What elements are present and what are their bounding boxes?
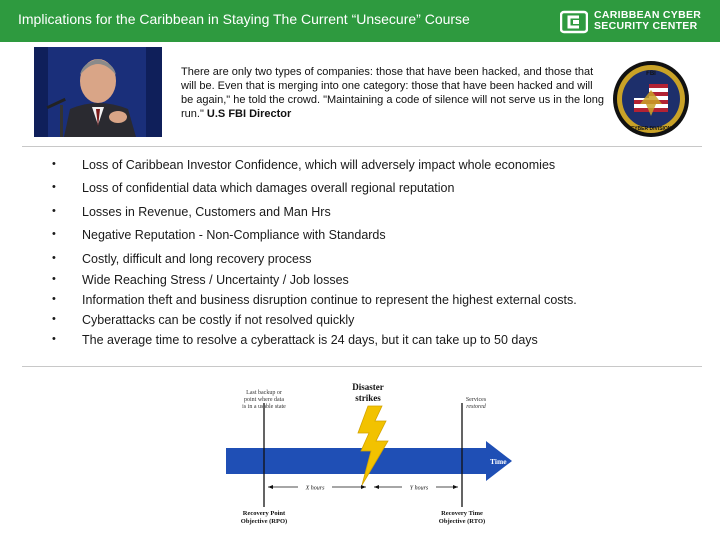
disaster-label-line1: Disaster	[352, 382, 384, 392]
y-hours-label: Y hours	[409, 485, 429, 492]
divider-top	[22, 146, 702, 147]
cyber-center-logo-icon	[560, 10, 588, 34]
x-hours-label: X hours	[305, 485, 325, 492]
seal-top-text: FBI	[646, 71, 656, 77]
brand-logo	[560, 9, 718, 35]
rpo-label-line2: Objective (RPO)	[240, 518, 288, 525]
fbi-cyber-division-seal-icon	[612, 60, 690, 138]
title-bar	[0, 0, 720, 42]
quote-attribution: U.S FBI Director	[206, 108, 292, 120]
rto-label-line2: Objective (RTO)	[438, 518, 486, 525]
disaster-label-line2: strikes	[355, 393, 381, 403]
backup-label-line2: point where data	[244, 397, 284, 403]
rpo-label-line1: Recovery Point	[242, 510, 286, 517]
backup-label-line3: is in a usable state	[242, 404, 286, 410]
services-label-line2: restored	[466, 404, 486, 410]
slide-title: Implications for the Caribbean in Staying The Current “Unsecure” Course	[18, 11, 470, 27]
quote-text: There are only two types of companies: those that have been hacked, and those that will be. Even that is merging into one category: those that have been hacked and will be again," he told the crowd. "Maintaining a code of silence will not serve us in the long run."	[181, 66, 605, 120]
time-label: Time	[490, 457, 507, 466]
speaker-photo	[34, 47, 162, 137]
services-label-line1: Services	[465, 397, 487, 403]
fbi-director-quote	[181, 65, 606, 121]
divider-bottom	[22, 366, 702, 367]
rpo-rto-diagram	[220, 375, 520, 535]
backup-label-line1: Last backup or	[246, 390, 282, 396]
brand-name-line1: CARIBBEAN CYBER	[594, 9, 702, 21]
seal-bottom-text: CYBER DIVISION	[630, 126, 672, 132]
brand-name-line2: SECURITY CENTER	[594, 20, 698, 32]
rto-label-line1: Recovery Time	[441, 510, 483, 517]
